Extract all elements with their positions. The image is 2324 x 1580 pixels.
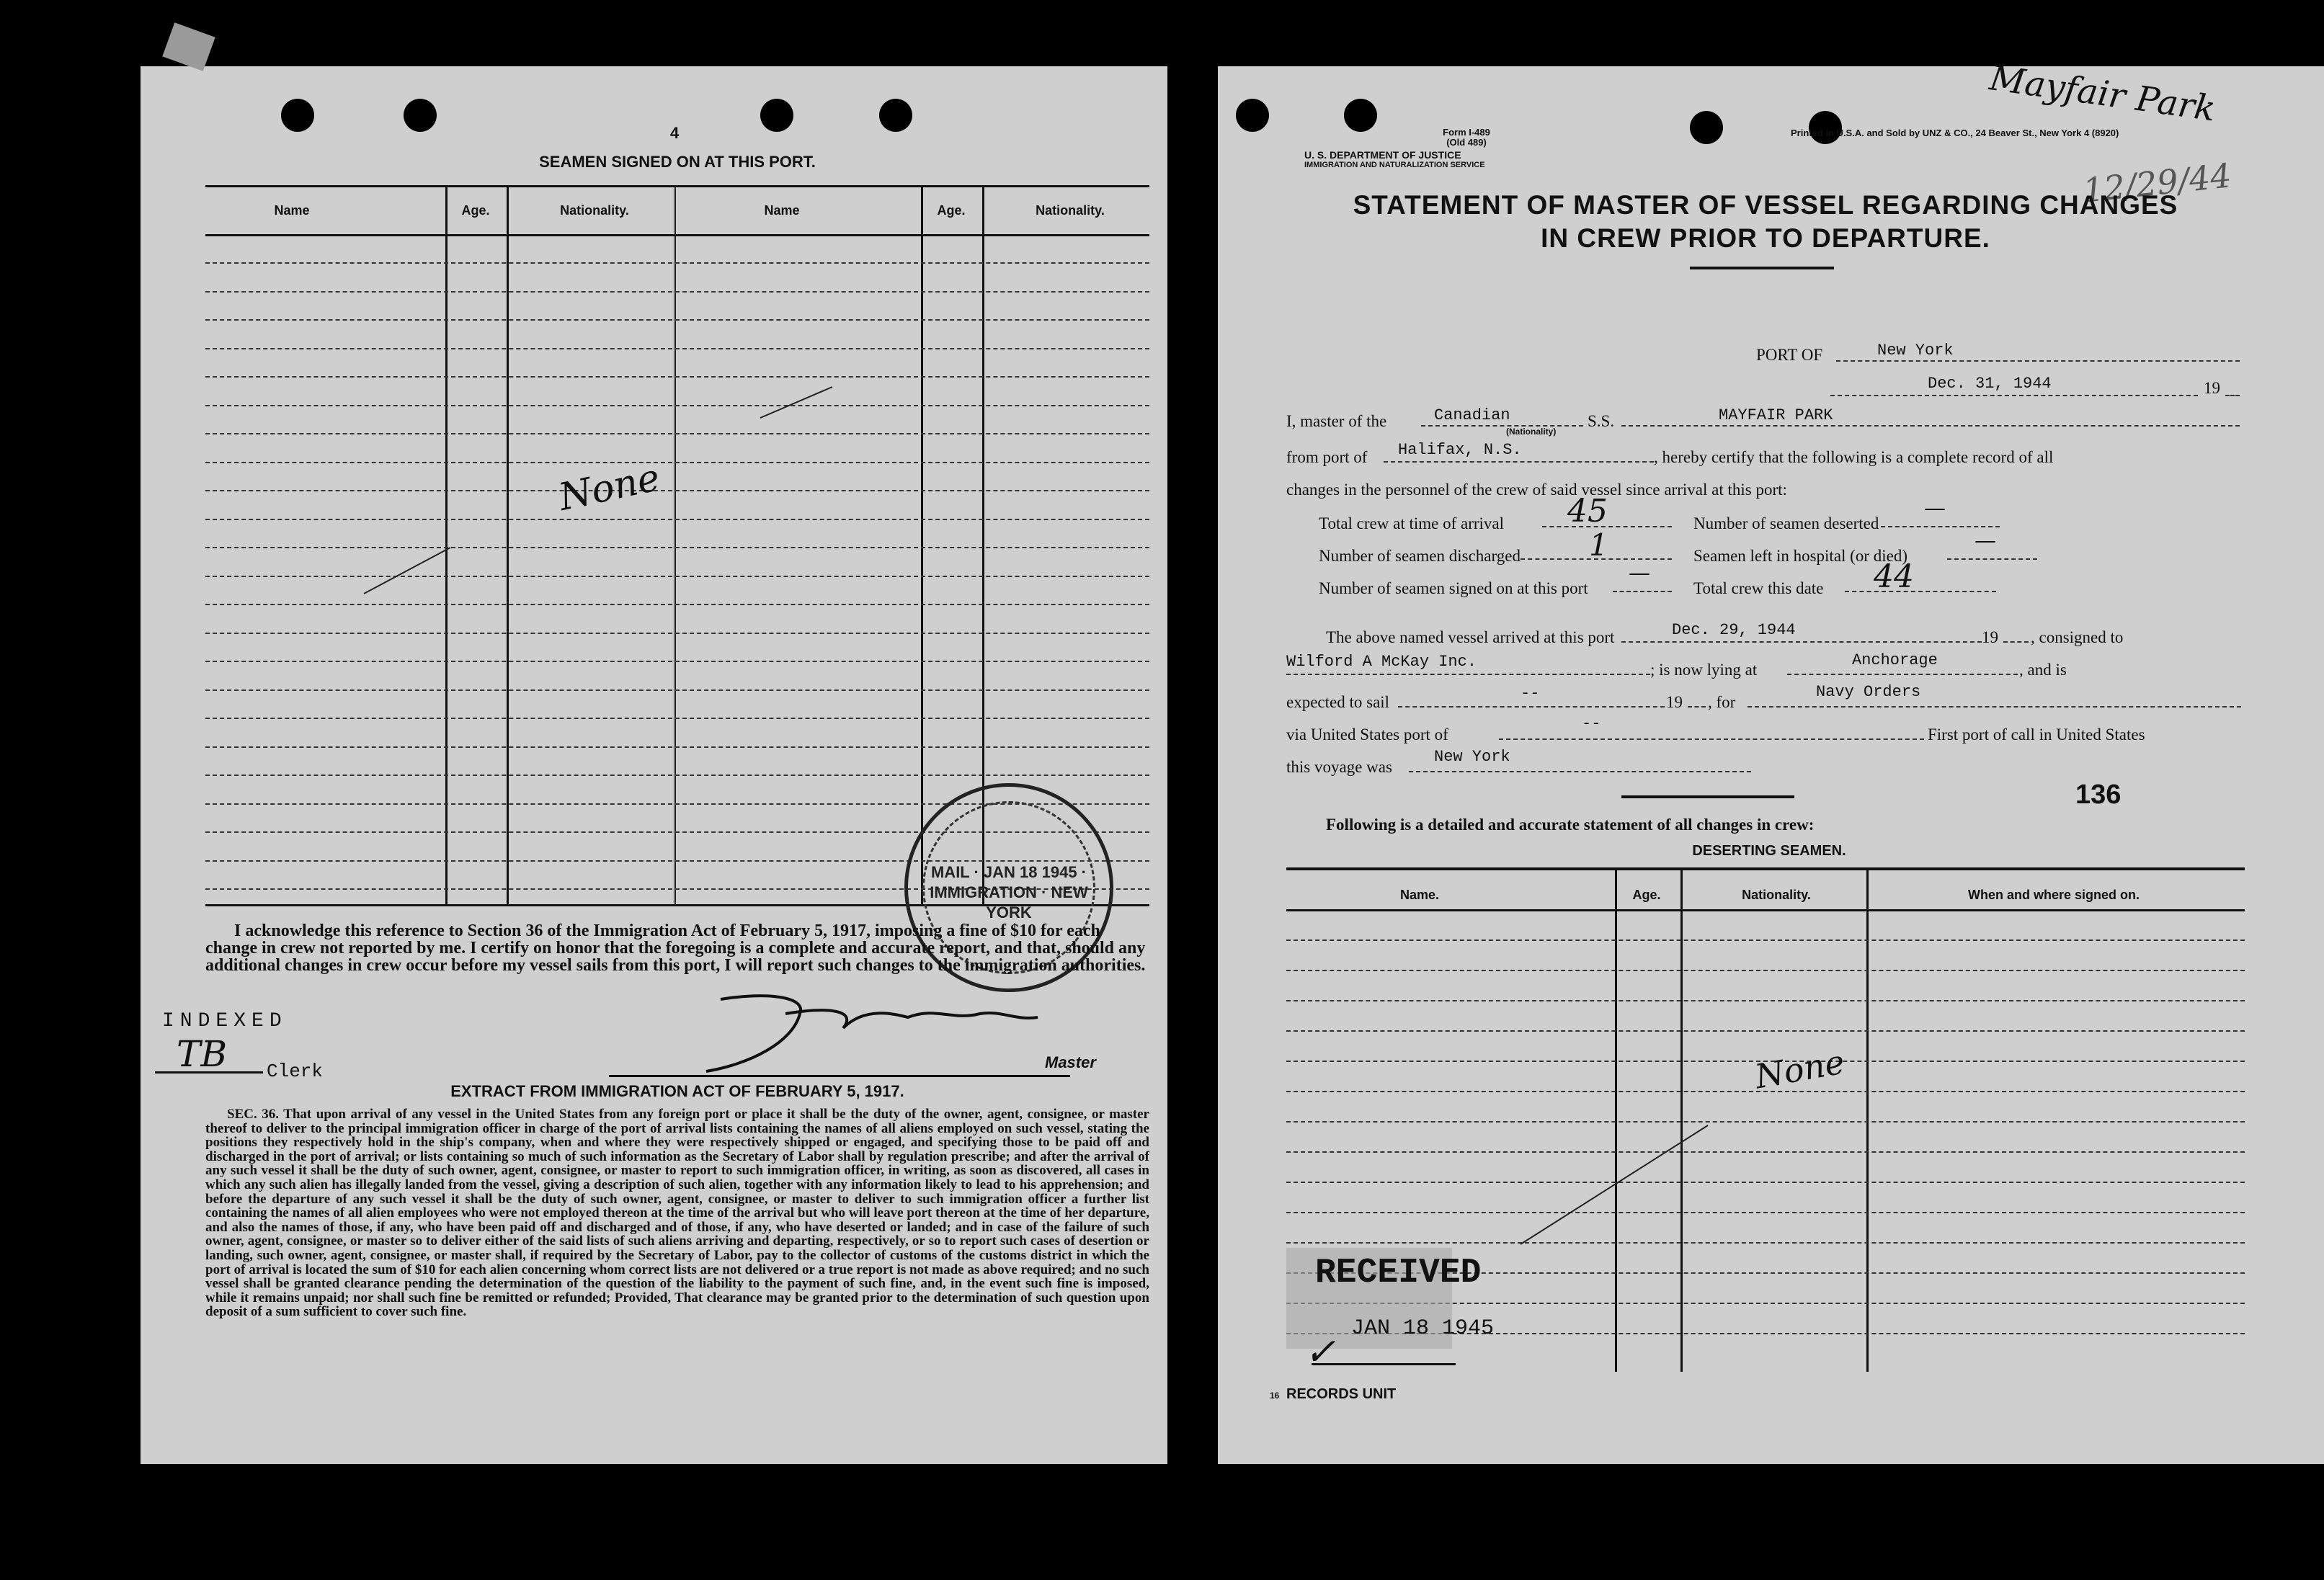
- form-title-line2: IN CREW PRIOR TO DEPARTURE.: [1541, 223, 1990, 253]
- hospital-value: —: [1974, 528, 1996, 553]
- signed-on-value: —: [1629, 561, 1650, 586]
- discharged-label: Number of seamen discharged: [1319, 547, 1521, 565]
- master-line: [609, 1075, 1070, 1077]
- footer-prefix: 16: [1270, 1391, 1280, 1401]
- extract-text: SEC. 36. That upon arrival of any vessel in the United States from any foreign port or place it shall be the duty of the owner, agent, consignee, or master thereof to deliver to the principal immigration officer in charge of the port of arrival lists containing the names of all aliens employed on such vessel, stating the positions they respectively hold in the ship's company, when and where they were respectively shipped or engaged, and specifying those to be paid off and discharged in the port of arrival; or lists containing so much of such information as the Secretary of Labor shall by regulation prescribe; and after the arrival of any such vessel it shall be the duty of such owner, agent, consignee, or master to report to such immigration officer, in writing, as soon as discovered, all cases in which any such alien has illegally landed from the vessel, giving a description of such alien, together with any information likely to lead to his apprehension; and before the departure of any such vessel it shall be the duty of such owner, agent, consignee, or master to deliver to such immigration officer a further list containing the names of all alien employees who were not employed thereon at the time of the arrival but who will leave port thereon at the time of her departure, and also the names of those, if any, who have been paid off and discharged and of those, if any, who have deserted or landed; and in case of the failure of such owner, agent, consignee, or master so to deliver either of the said lists of such aliens arriving and departing, respectively, or so to report such cases of desertion or landing, such owner, agent, consignee, or master shall, if required by the Secretary of Labor, pay to the collector of customs of the customs district in which the port of arrival is located the sum of $10 for each alien concerning whom correct lists are not delivered or a true report is not made as above required; and no such vessel shall be granted clearance pending the determination of the question of the liability to the payment of such fine, and, in the event such fine is imposed, while it remains unpaid; nor shall such fine be remitted or refunded; Provided, That clearance may be granted prior to the determination of such question upon deposit of a sum sufficient to cover such fine.: [205, 1107, 1149, 1320]
- first-port-label: First port of call in United States: [1928, 726, 2145, 744]
- col-deserter-age: Age.: [1632, 888, 1661, 902]
- acknowledgement-text: I acknowledge this reference to Section 36 of the Immigration Act of February 5, 1917, imposing a fine of $10 for each change in crew not reported by me. I certify on honor that the foregoing is a complete and accurate report, and that, should any additional changes in crew occur before my vessel sails from this port, I will report such changes to the immigration authorities.: [205, 921, 1146, 975]
- deserting-title: DESERTING SEAMEN.: [1692, 843, 1846, 859]
- port-label: PORT OF: [1756, 346, 1823, 364]
- discharged-value: 1: [1589, 527, 1608, 563]
- col-age-2: Age.: [937, 203, 966, 218]
- col-deserter-name: Name.: [1399, 888, 1440, 902]
- consigned-label: , consigned to: [2031, 628, 2124, 646]
- lying-value: Anchorage: [1852, 651, 1938, 669]
- nationality-caption: (Nationality): [1506, 427, 1557, 437]
- vessel-name: MAYFAIR PARK: [1719, 406, 1833, 424]
- for-label: , for: [1708, 693, 1736, 711]
- arrived-year: 19: [1982, 628, 1998, 646]
- deserted-value: —: [1924, 496, 1946, 521]
- page-number: 4: [670, 124, 680, 142]
- via-value: --: [1582, 715, 1601, 733]
- master-signature: [677, 985, 1081, 1086]
- col-name: Name: [274, 203, 310, 218]
- voyage-label: this voyage was: [1286, 758, 1392, 776]
- ss-label: S.S.: [1588, 412, 1615, 430]
- form-old: (Old 489): [1446, 137, 1487, 148]
- left-page: [141, 66, 1167, 1464]
- form-number: Form I-489: [1443, 127, 1490, 138]
- port-value: New York: [1877, 342, 1954, 360]
- received-line: [1312, 1363, 1456, 1365]
- nationality-value: Canadian: [1434, 406, 1510, 424]
- arrived-label: The above named vessel arrived at this port: [1326, 628, 1615, 646]
- extract-title: EXTRACT FROM IMMIGRATION ACT OF FEBRUARY 5, 1917.: [450, 1082, 904, 1100]
- certify-text: , hereby certify that the following is a complete record of all: [1654, 448, 2054, 466]
- col-age: Age.: [461, 203, 490, 218]
- check-mark-icon: ✓: [1304, 1331, 1336, 1374]
- changes-text: changes in the personnel of the crew of said vessel since arrival at this port:: [1286, 481, 1787, 499]
- clerk-initials: TB: [177, 1033, 228, 1075]
- service: IMMIGRATION AND NATURALIZATION SERVICE: [1304, 161, 1485, 169]
- master-label: Master: [1045, 1053, 1096, 1071]
- handwritten-none: None: [555, 455, 664, 520]
- via-label: via United States port of: [1286, 726, 1448, 744]
- year-prefix: 19: [2204, 379, 2220, 397]
- col-deserter-signed: When and where signed on.: [1967, 888, 2140, 902]
- col-name-2: Name: [764, 203, 800, 218]
- department: U. S. DEPARTMENT OF JUSTICE: [1304, 149, 1461, 161]
- form-title-line1: STATEMENT OF MASTER OF VESSEL REGARDING CHANGES: [1353, 190, 2178, 220]
- col-nationality: Nationality.: [560, 203, 629, 218]
- records-unit: RECORDS UNIT: [1286, 1386, 1397, 1402]
- handwritten-date: 12/29/44: [2080, 156, 2233, 210]
- total-date-label: Total crew this date: [1693, 579, 1824, 597]
- consignee-value: Wilford A McKay Inc.: [1286, 653, 1477, 671]
- voyage-value: New York: [1434, 748, 1510, 766]
- following-text: Following is a detailed and accurate statement of all changes in crew:: [1326, 816, 1815, 834]
- from-port-label: from port of: [1286, 448, 1368, 466]
- arrived-value: Dec. 29, 1944: [1672, 621, 1796, 639]
- expected-value: --: [1521, 684, 1540, 702]
- lying-label: ; is now lying at: [1650, 661, 1758, 679]
- col-deserter-nationality: Nationality.: [1742, 888, 1811, 902]
- from-port-value: Halifax, N.S.: [1398, 441, 1522, 459]
- right-page: [1218, 58, 2324, 1464]
- section-title: SEAMEN SIGNED ON AT THIS PORT.: [539, 153, 816, 171]
- total-date-value: 44: [1874, 558, 1914, 595]
- paper-tab: [162, 22, 215, 71]
- handwritten-vessel-name: Mayfair Park: [1987, 58, 2218, 130]
- clerk-line: [155, 1071, 263, 1074]
- deserted-label: Number of seamen deserted: [1693, 514, 1879, 532]
- and-is-label: , and is: [2019, 661, 2067, 679]
- clerk-label: Clerk: [267, 1061, 324, 1082]
- indexed-stamp: INDEXED: [162, 1010, 288, 1032]
- received-stamp: RECEIVED: [1315, 1254, 1482, 1293]
- expected-label: expected to sail: [1286, 693, 1390, 711]
- printed-note: Printed in U.S.A. and Sold by UNZ & CO., 24 Beaver St., New York 4 (8920): [1791, 128, 2119, 138]
- signed-on-label: Number of seamen signed on at this port: [1319, 579, 1588, 597]
- received-date: JAN 18 1945: [1351, 1316, 1495, 1341]
- mail-stamp-text: MAIL · JAN 18 1945 · IMMIGRATION · NEW YORK: [930, 863, 1088, 921]
- total-arrival-value: 45: [1567, 493, 1608, 530]
- hospital-label: Seamen left in hospital (or died): [1693, 547, 1908, 565]
- expected-year: 19: [1666, 693, 1683, 711]
- stamped-number: 136: [2075, 780, 2122, 810]
- date-value: Dec. 31, 1944: [1928, 375, 2052, 393]
- handwritten-none-right: None: [1752, 1042, 1848, 1097]
- col-nationality-2: Nationality.: [1036, 203, 1105, 218]
- for-value: Navy Orders: [1816, 683, 1921, 701]
- master-of-label: I, master of the: [1286, 412, 1387, 430]
- total-arrival-label: Total crew at time of arrival: [1319, 514, 1505, 532]
